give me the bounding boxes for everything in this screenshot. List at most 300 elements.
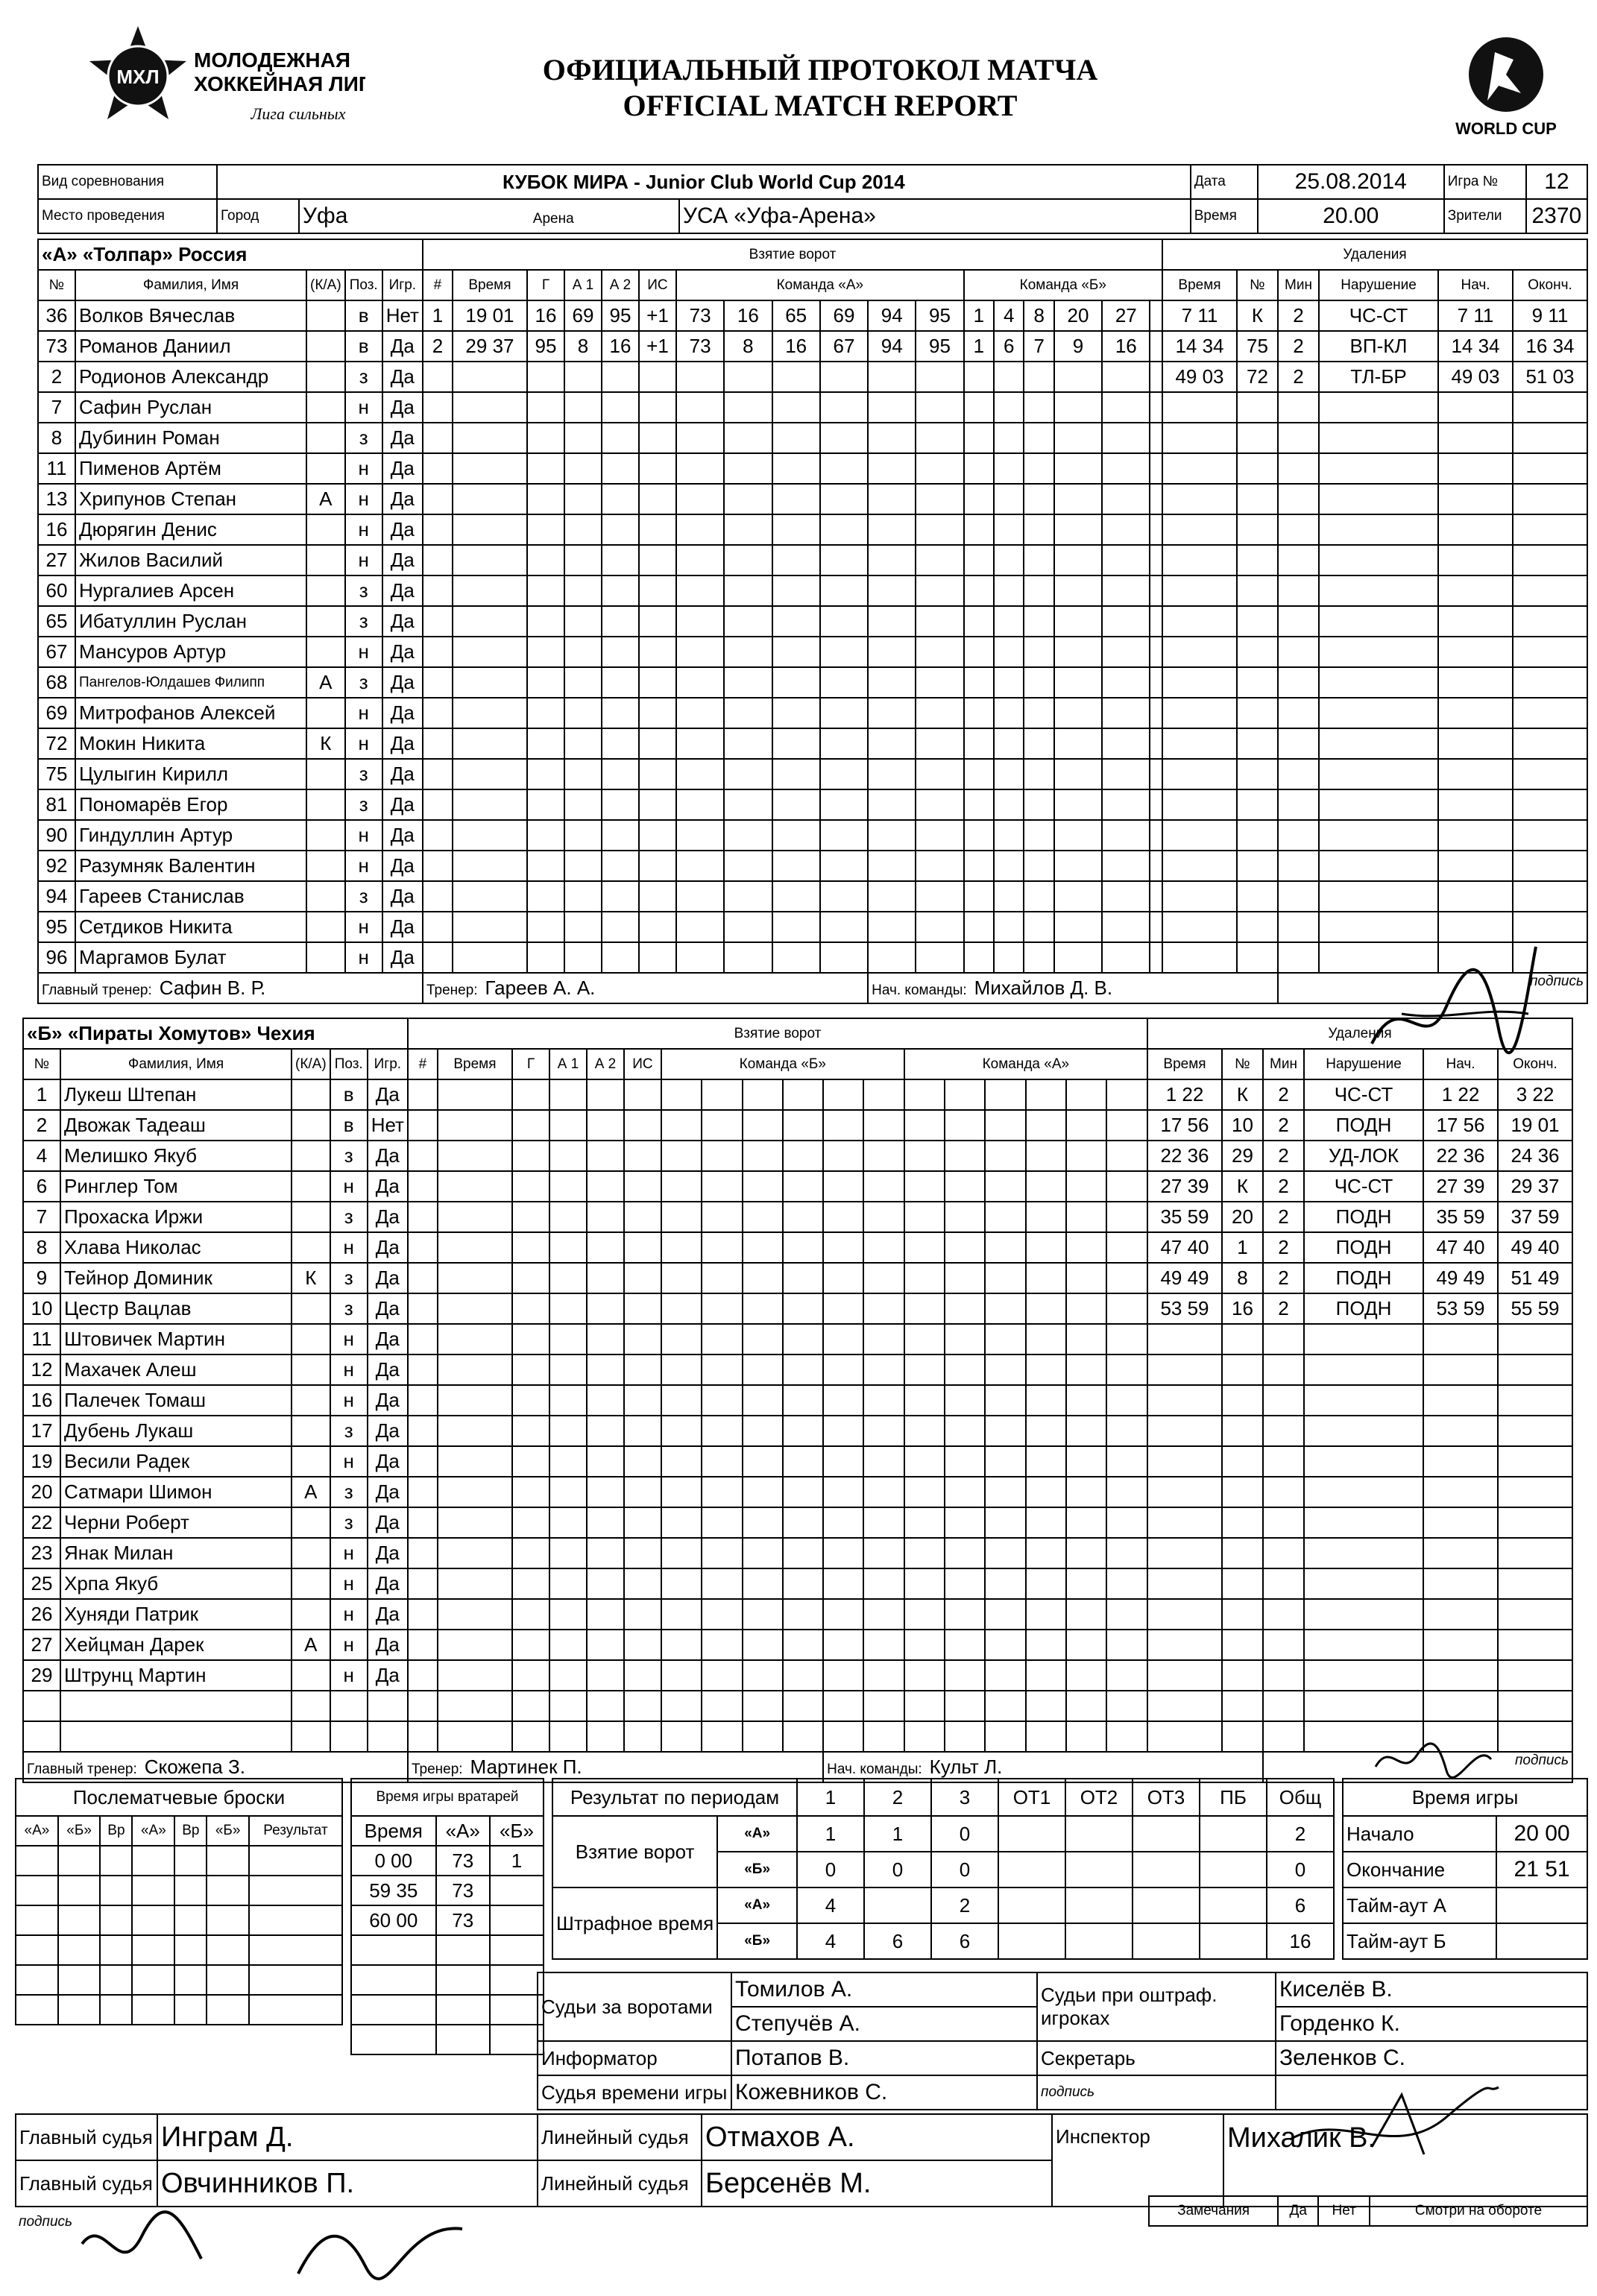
period-col: 3 bbox=[931, 1779, 998, 1816]
penalty-num: 20 bbox=[1222, 1202, 1263, 1232]
goal-on-ice-second bbox=[1026, 1263, 1066, 1293]
goal-on-ice-second bbox=[985, 1446, 1025, 1477]
goal-g bbox=[527, 423, 564, 453]
goal-on-ice-first bbox=[676, 851, 724, 881]
goal-on-ice-second bbox=[985, 1354, 1025, 1385]
goal-on-ice-first bbox=[676, 514, 724, 545]
goal-on-ice-first bbox=[823, 1538, 863, 1568]
goal-on-ice-first bbox=[820, 851, 868, 881]
player-played: Да bbox=[368, 1354, 408, 1385]
teamA-col-team-first: Команда «А» bbox=[676, 270, 964, 300]
goal-time bbox=[453, 453, 527, 484]
goal-time bbox=[453, 606, 527, 637]
penalty-viol: ТЛ-БР bbox=[1319, 362, 1438, 392]
goal-n: 2 bbox=[423, 331, 453, 362]
goal-on-ice-first bbox=[863, 1477, 904, 1507]
player-played: Да bbox=[382, 637, 423, 667]
goal-a1 bbox=[549, 1446, 587, 1477]
goal-on-ice-first bbox=[916, 698, 963, 728]
goal-is bbox=[639, 698, 676, 728]
penalty-end bbox=[1513, 728, 1587, 759]
goal-on-ice-second: 9 bbox=[1054, 331, 1102, 362]
goal-on-ice-first bbox=[661, 1630, 702, 1660]
player-number: 65 bbox=[38, 606, 75, 637]
goal-on-ice-first bbox=[916, 575, 963, 606]
penalty-start bbox=[1423, 1568, 1498, 1599]
goal-on-ice-second bbox=[1054, 606, 1102, 637]
goal-a2 bbox=[602, 606, 639, 637]
player-role bbox=[306, 912, 345, 942]
goal-n bbox=[423, 423, 453, 453]
goal-a1 bbox=[564, 912, 602, 942]
player-position: н bbox=[345, 514, 382, 545]
penalty-min bbox=[1263, 1416, 1304, 1446]
goal-a1 bbox=[564, 820, 602, 851]
remarks-table bbox=[1148, 2195, 1588, 2227]
period-value bbox=[864, 1887, 931, 1923]
goal-on-ice-first bbox=[820, 575, 868, 606]
player-number: 6 bbox=[23, 1171, 60, 1202]
penalty-num bbox=[1237, 881, 1278, 912]
goal-on-ice-first bbox=[868, 423, 916, 453]
player-played: Да bbox=[368, 1171, 408, 1202]
goal-g bbox=[527, 820, 564, 851]
goal-on-ice-first bbox=[772, 545, 820, 575]
penalty-start bbox=[1438, 789, 1513, 820]
world-cup-logo bbox=[1454, 30, 1558, 157]
goal-g bbox=[512, 1110, 549, 1141]
goal-on-ice-second bbox=[945, 1477, 985, 1507]
penalty-time bbox=[1147, 1354, 1222, 1385]
penalty-time: 49 49 bbox=[1147, 1263, 1222, 1293]
goal-on-ice-first bbox=[676, 637, 724, 667]
goal-on-ice-first bbox=[783, 1141, 823, 1171]
period-col: 2 bbox=[864, 1779, 931, 1816]
goal-n bbox=[423, 759, 453, 789]
goal-on-ice-first bbox=[820, 759, 868, 789]
coach-value: Гареев А. А. bbox=[485, 977, 596, 999]
linesman-1: Отмахов А. bbox=[702, 2114, 1052, 2160]
goal-on-ice-first bbox=[676, 362, 724, 392]
penalty-time: 53 59 bbox=[1147, 1293, 1222, 1324]
goal-on-ice-second bbox=[964, 881, 994, 912]
teamB-penalties-title: Удаления bbox=[1147, 1018, 1572, 1049]
penalty-viol: ПОДН bbox=[1304, 1293, 1423, 1324]
penalty-viol bbox=[1319, 392, 1438, 423]
goal-time bbox=[453, 820, 527, 851]
goal-on-ice-first bbox=[863, 1507, 904, 1538]
goal-on-ice-second bbox=[1150, 514, 1162, 545]
penalty-num bbox=[1237, 637, 1278, 667]
goal-on-ice-first bbox=[916, 789, 963, 820]
goal-g: 95 bbox=[527, 331, 564, 362]
goal-on-ice-first bbox=[772, 484, 820, 514]
goal-on-ice-second bbox=[1102, 667, 1150, 698]
goal-on-ice-second bbox=[1150, 392, 1162, 423]
penalty-min bbox=[1278, 942, 1319, 973]
goal-on-ice-second bbox=[1106, 1324, 1147, 1354]
goal-a2: 95 bbox=[602, 300, 639, 331]
goal-on-ice-second bbox=[1026, 1171, 1066, 1202]
penalty-end bbox=[1513, 545, 1587, 575]
goal-on-ice-first: 16 bbox=[772, 331, 820, 362]
player-name: Ринглер Том bbox=[60, 1171, 292, 1202]
goal-on-ice-second bbox=[1024, 637, 1053, 667]
goal-is bbox=[639, 392, 676, 423]
goal-on-ice-second bbox=[1150, 545, 1162, 575]
goal-is bbox=[639, 881, 676, 912]
period-col: ОТ1 bbox=[998, 1779, 1065, 1816]
table-row bbox=[23, 1630, 1572, 1660]
goal-on-ice-first bbox=[743, 1385, 783, 1416]
penalty-min bbox=[1278, 484, 1319, 514]
teamA-coach bbox=[423, 973, 868, 1003]
player-number: 2 bbox=[38, 362, 75, 392]
goal-on-ice-first bbox=[743, 1171, 783, 1202]
penalty-viol bbox=[1304, 1385, 1423, 1416]
goal-on-ice-first bbox=[916, 667, 963, 698]
goal-on-ice-first bbox=[702, 1568, 742, 1599]
officials-signature-label: подпись bbox=[1037, 2075, 1276, 2110]
goal-on-ice-first bbox=[702, 1110, 742, 1141]
goal-n bbox=[423, 575, 453, 606]
goal-on-ice-second bbox=[1026, 1538, 1066, 1568]
teamB-col-play: Игр. bbox=[368, 1049, 408, 1079]
goal-on-ice-second bbox=[904, 1293, 945, 1324]
goal-on-ice-second bbox=[904, 1171, 945, 1202]
goal-on-ice-first bbox=[863, 1263, 904, 1293]
goal-on-ice-first bbox=[868, 881, 916, 912]
player-played: Да bbox=[382, 606, 423, 637]
table-row bbox=[38, 514, 1587, 545]
player-number: 95 bbox=[38, 912, 75, 942]
player-position: н bbox=[345, 698, 382, 728]
goal-on-ice-second bbox=[904, 1385, 945, 1416]
goal-on-ice-second bbox=[1054, 789, 1102, 820]
period-col: ОТ3 bbox=[1133, 1779, 1200, 1816]
goal-on-ice-first bbox=[702, 1385, 742, 1416]
timekeeper-label: Судья времени игры bbox=[538, 2075, 731, 2110]
penalty-time bbox=[1162, 575, 1237, 606]
player-role: К bbox=[292, 1263, 330, 1293]
penalty-time bbox=[1162, 545, 1237, 575]
goal-a1 bbox=[564, 698, 602, 728]
goal-on-ice-second bbox=[1102, 912, 1150, 942]
player-name: Мокин Никита bbox=[75, 728, 306, 759]
goal-on-ice-second bbox=[1106, 1385, 1147, 1416]
penalty-time bbox=[1147, 1507, 1222, 1538]
teamB-col-team-first: Команда «Б» bbox=[661, 1049, 904, 1079]
goal-on-ice-first bbox=[783, 1293, 823, 1324]
teamA-col-g-a2: А 2 bbox=[602, 270, 639, 300]
goal-on-ice-first bbox=[863, 1354, 904, 1385]
title-ru: ОФИЦИАЛЬНЫЙ ПРОТОКОЛ МАТЧА bbox=[542, 53, 1098, 86]
goal-is bbox=[624, 1721, 661, 1752]
goal-on-ice-first bbox=[661, 1232, 702, 1263]
goal-on-ice-first bbox=[823, 1079, 863, 1110]
table-row bbox=[23, 1660, 1572, 1691]
goal-on-ice-first bbox=[702, 1232, 742, 1263]
goal-on-ice-first bbox=[702, 1202, 742, 1232]
player-name: Штрунц Мартин bbox=[60, 1660, 292, 1691]
table-row bbox=[23, 1110, 1572, 1141]
player-name bbox=[60, 1691, 292, 1721]
period-value: 0 bbox=[931, 1816, 998, 1852]
goal-on-ice-second bbox=[1054, 698, 1102, 728]
goal-a1 bbox=[564, 484, 602, 514]
goal-g bbox=[527, 606, 564, 637]
cup-logo-text: WORLD CUP bbox=[1455, 119, 1557, 138]
goal-on-ice-second bbox=[1106, 1691, 1147, 1721]
goal-a1 bbox=[549, 1477, 587, 1507]
penalty-num bbox=[1237, 392, 1278, 423]
remarks-see-back: Смотри на обороте bbox=[1370, 2196, 1587, 2226]
penalty-min bbox=[1263, 1507, 1304, 1538]
goal-on-ice-second bbox=[1150, 300, 1162, 331]
goal-on-ice-second bbox=[1150, 728, 1162, 759]
penalty-viol: ЧС-СТ bbox=[1319, 300, 1438, 331]
penalty-viol: ПОДН bbox=[1304, 1263, 1423, 1293]
goal-on-ice-first bbox=[868, 942, 916, 973]
penalty-min bbox=[1278, 637, 1319, 667]
goal-on-ice-second bbox=[1150, 759, 1162, 789]
goal-n bbox=[408, 1263, 438, 1293]
gk-col-time: Время bbox=[351, 1816, 436, 1846]
player-position: н bbox=[330, 1599, 368, 1630]
goal-g bbox=[512, 1416, 549, 1446]
goal-on-ice-first bbox=[823, 1385, 863, 1416]
goal-on-ice-second bbox=[904, 1721, 945, 1752]
goal-is bbox=[639, 728, 676, 759]
player-role: А bbox=[292, 1630, 330, 1660]
table-row bbox=[351, 1876, 544, 1905]
goal-a1 bbox=[564, 789, 602, 820]
goal-time bbox=[438, 1141, 512, 1171]
teamA-col-g-is: ИС bbox=[639, 270, 676, 300]
goal-on-ice-first bbox=[661, 1599, 702, 1630]
player-played: Да bbox=[382, 362, 423, 392]
goal-time bbox=[453, 392, 527, 423]
table-row bbox=[23, 1599, 1572, 1630]
penalty-time bbox=[1162, 789, 1237, 820]
penalty-start: 1 22 bbox=[1423, 1079, 1498, 1110]
player-role bbox=[306, 545, 345, 575]
penalty-start bbox=[1423, 1416, 1498, 1446]
teamA-col-p-viol: Нарушение bbox=[1319, 270, 1438, 300]
goal-is bbox=[624, 1110, 661, 1141]
goal-on-ice-second bbox=[945, 1354, 985, 1385]
goal-on-ice-second bbox=[1054, 362, 1102, 392]
goal-a1 bbox=[549, 1110, 587, 1141]
goal-on-ice-second bbox=[994, 575, 1024, 606]
player-position: в bbox=[345, 331, 382, 362]
goal-is bbox=[639, 759, 676, 789]
goal-is bbox=[624, 1660, 661, 1691]
penalty-judge-2: Горденко К. bbox=[1276, 2007, 1587, 2041]
goal-on-ice-first bbox=[772, 942, 820, 973]
period-value bbox=[998, 1923, 1065, 1959]
player-position: з bbox=[330, 1507, 368, 1538]
timeout-b-label: Тайм-аут Б bbox=[1343, 1923, 1496, 1959]
player-number: 81 bbox=[38, 789, 75, 820]
penalty-min bbox=[1278, 759, 1319, 789]
goal-on-ice-second bbox=[1106, 1568, 1147, 1599]
goal-time bbox=[438, 1202, 512, 1232]
goal-on-ice-second bbox=[904, 1477, 945, 1507]
goal-on-ice-second bbox=[1066, 1599, 1106, 1630]
goal-on-ice-second bbox=[985, 1202, 1025, 1232]
goal-on-ice-second: 27 bbox=[1102, 300, 1150, 331]
penalty-viol bbox=[1319, 453, 1438, 484]
shootout-col: «А» bbox=[16, 1816, 58, 1846]
player-played: Да bbox=[382, 545, 423, 575]
period-value bbox=[998, 1887, 1065, 1923]
table-row bbox=[351, 1965, 544, 1995]
goal-on-ice-first bbox=[783, 1660, 823, 1691]
goalie-time-table bbox=[350, 1778, 544, 2055]
goal-n bbox=[423, 514, 453, 545]
goal-on-ice-first bbox=[783, 1568, 823, 1599]
player-number: 69 bbox=[38, 698, 75, 728]
goal-a2 bbox=[587, 1354, 624, 1385]
goal-on-ice-first bbox=[661, 1141, 702, 1171]
goal-on-ice-first bbox=[702, 1630, 742, 1660]
goal-on-ice-second bbox=[1054, 423, 1102, 453]
goal-on-ice-second bbox=[1026, 1232, 1066, 1263]
penalty-viol bbox=[1304, 1354, 1423, 1385]
team-chief-label: Нач. команды: bbox=[827, 1762, 922, 1777]
goal-a1 bbox=[564, 606, 602, 637]
goal-n bbox=[423, 362, 453, 392]
goal-on-ice-second bbox=[985, 1538, 1025, 1568]
goal-on-ice-second bbox=[964, 667, 994, 698]
goal-on-ice-first bbox=[868, 912, 916, 942]
goal-a1 bbox=[564, 637, 602, 667]
penalty-min bbox=[1263, 1385, 1304, 1416]
goal-on-ice-first bbox=[820, 881, 868, 912]
period-col: Общ bbox=[1267, 1779, 1334, 1816]
goal-on-ice-second bbox=[945, 1385, 985, 1416]
goal-n bbox=[408, 1507, 438, 1538]
period-value bbox=[1065, 1816, 1133, 1852]
table-row bbox=[23, 1446, 1572, 1477]
player-name: Маргамов Булат bbox=[75, 942, 306, 973]
goal-on-ice-second bbox=[1106, 1538, 1147, 1568]
penalty-num bbox=[1237, 606, 1278, 637]
penalty-num bbox=[1222, 1507, 1263, 1538]
goal-on-ice-first bbox=[661, 1202, 702, 1232]
goal-on-ice-second: 7 bbox=[1024, 331, 1053, 362]
goal-n bbox=[408, 1324, 438, 1354]
goal-on-ice-first bbox=[868, 484, 916, 514]
player-role bbox=[292, 1691, 330, 1721]
goal-time bbox=[453, 637, 527, 667]
goal-g bbox=[512, 1385, 549, 1416]
penalty-time: 14 34 bbox=[1162, 331, 1237, 362]
goal-a1 bbox=[549, 1599, 587, 1630]
goal-on-ice-first bbox=[676, 698, 724, 728]
penalty-num bbox=[1222, 1385, 1263, 1416]
league-logo bbox=[82, 22, 365, 134]
penalty-start: 27 39 bbox=[1423, 1171, 1498, 1202]
goal-on-ice-second bbox=[1102, 606, 1150, 637]
penalty-end bbox=[1498, 1691, 1572, 1721]
penalty-start: 7 11 bbox=[1438, 300, 1513, 331]
penalty-min bbox=[1278, 698, 1319, 728]
player-played: Да bbox=[368, 1202, 408, 1232]
goal-on-ice-first bbox=[724, 667, 772, 698]
goal-on-ice-second bbox=[1026, 1691, 1066, 1721]
teamB-col-g-g: Г bbox=[512, 1049, 549, 1079]
penalty-start bbox=[1438, 637, 1513, 667]
penalty-min bbox=[1263, 1568, 1304, 1599]
goal-on-ice-first bbox=[783, 1721, 823, 1752]
goal-on-ice-second bbox=[994, 514, 1024, 545]
period-value: 6 bbox=[931, 1923, 998, 1959]
goal-on-ice-first bbox=[868, 392, 916, 423]
player-number: 19 bbox=[23, 1446, 60, 1477]
goal-on-ice-second bbox=[994, 362, 1024, 392]
player-name: Дубинин Роман bbox=[75, 423, 306, 453]
goal-on-ice-second bbox=[985, 1324, 1025, 1354]
referees-signatures bbox=[75, 2199, 492, 2289]
goal-a1 bbox=[564, 362, 602, 392]
goal-on-ice-first bbox=[743, 1110, 783, 1141]
penalty-min bbox=[1278, 606, 1319, 637]
goal-on-ice-second bbox=[1102, 637, 1150, 667]
player-position: н bbox=[330, 1385, 368, 1416]
goal-on-ice-first bbox=[661, 1293, 702, 1324]
penalty-start bbox=[1438, 575, 1513, 606]
goal-on-ice-second bbox=[964, 392, 994, 423]
goal-on-ice-first bbox=[916, 759, 963, 789]
goal-time bbox=[438, 1477, 512, 1507]
goal-on-ice-second bbox=[904, 1416, 945, 1446]
goal-on-ice-first bbox=[916, 728, 963, 759]
player-position: н bbox=[345, 912, 382, 942]
goal-on-ice-second bbox=[964, 728, 994, 759]
player-played: Да bbox=[368, 1385, 408, 1416]
goals-team-b-label: «Б» bbox=[717, 1852, 797, 1887]
goal-on-ice-second bbox=[1026, 1630, 1066, 1660]
period-value bbox=[1200, 1923, 1267, 1959]
goal-on-ice-first bbox=[772, 392, 820, 423]
penalty-viol bbox=[1304, 1630, 1423, 1660]
goal-g bbox=[527, 514, 564, 545]
goal-on-ice-second bbox=[985, 1293, 1025, 1324]
goal-a2 bbox=[602, 575, 639, 606]
penalty-time bbox=[1162, 484, 1237, 514]
penalty-viol bbox=[1319, 698, 1438, 728]
penalty-min bbox=[1278, 789, 1319, 820]
goal-time bbox=[453, 514, 527, 545]
goal-on-ice-second bbox=[904, 1630, 945, 1660]
goal-is: +1 bbox=[639, 331, 676, 362]
penalty-min bbox=[1278, 453, 1319, 484]
goal-on-ice-first bbox=[702, 1141, 742, 1171]
goals-team-a-label: «А» bbox=[717, 1816, 797, 1852]
penalty-min bbox=[1278, 728, 1319, 759]
goal-on-ice-second bbox=[1066, 1477, 1106, 1507]
goal-on-ice-second bbox=[1054, 392, 1102, 423]
penalty-viol bbox=[1319, 881, 1438, 912]
goal-on-ice-second bbox=[945, 1171, 985, 1202]
teamB-col-num: № bbox=[23, 1049, 60, 1079]
goal-on-ice-second bbox=[945, 1110, 985, 1141]
player-number: 9 bbox=[23, 1263, 60, 1293]
goal-on-ice-second bbox=[1066, 1202, 1106, 1232]
goal-on-ice-first bbox=[772, 637, 820, 667]
